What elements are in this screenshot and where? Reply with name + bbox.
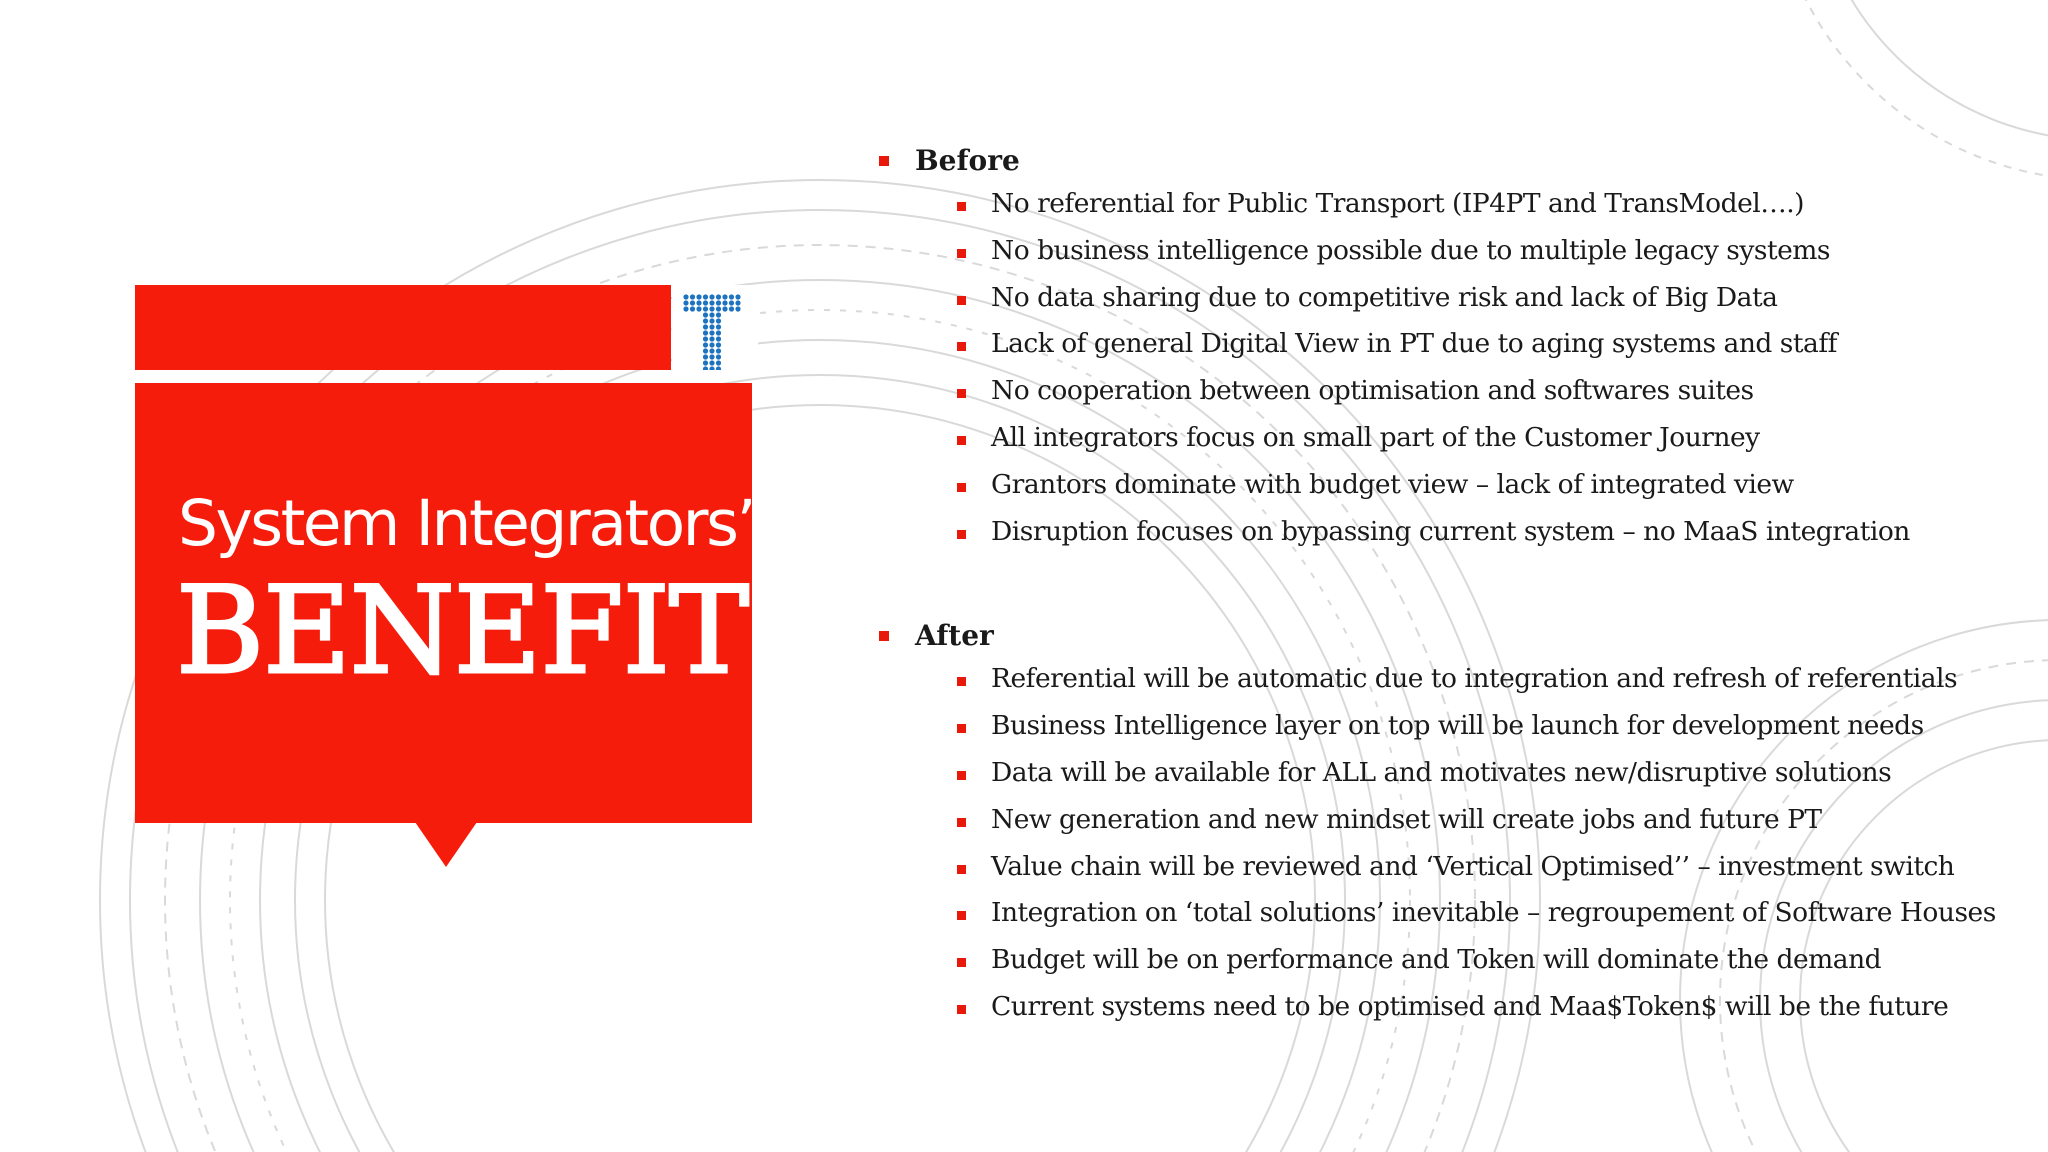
title-line-2: BENEFIT — [176, 562, 749, 701]
bullet-icon — [957, 249, 966, 258]
list-item: Budget will be on performance and Token will dominate the demand — [877, 944, 2027, 991]
list-item: No business intelligence possible due to multiple legacy systems — [877, 235, 2027, 282]
bullet-icon — [957, 389, 966, 398]
bullet-icon — [879, 156, 889, 166]
after-list — [877, 663, 2027, 1037]
list-item: Data will be available for ALL and motivates new/disruptive solutions — [877, 757, 2027, 804]
bullet-icon — [957, 724, 966, 733]
before-heading — [877, 140, 2027, 188]
bullet-icon — [957, 771, 966, 780]
list-item: Grantors dominate with budget view – lack of integrated view — [877, 469, 2027, 516]
bullet-icon — [957, 818, 966, 827]
list-item: No referential for Public Transport (IP4PT and TransModel….) — [877, 188, 2027, 235]
logo — [672, 285, 758, 370]
bullet-icon — [957, 436, 966, 445]
list-item: No data sharing due to competitive risk and lack of Big Data — [877, 282, 2027, 329]
bullet-icon — [957, 677, 966, 686]
list-item: No cooperation between optimisation and softwares suites — [877, 375, 2027, 422]
bullet-icon — [957, 483, 966, 492]
list-item: Current systems need to be optimised and Maa$Token$ will be the future — [877, 991, 2027, 1038]
before-list — [877, 188, 2027, 562]
bullet-icon — [957, 202, 966, 211]
bullet-icon — [957, 911, 966, 920]
list-item: Integration on ‘total solutions’ inevitable – regroupement of Software Houses — [877, 897, 2027, 944]
list-item: Business Intelligence layer on top will be launch for development needs — [877, 710, 2027, 757]
after-heading-label: After — [915, 619, 994, 653]
list-item: Referential will be automatic due to integration and refresh of referentials — [877, 663, 2027, 710]
list-item: Disruption focuses on bypassing current system – no MaaS integration — [877, 516, 2027, 563]
bullet-icon — [957, 342, 966, 351]
list-item: Lack of general Digital View in PT due to aging systems and staff — [877, 328, 2027, 375]
before-heading-label: Before — [915, 144, 1020, 177]
content-area — [877, 140, 2027, 1038]
bullet-icon — [957, 530, 966, 539]
header-bar — [135, 285, 671, 370]
callout-tail — [415, 822, 477, 867]
list-item: Value chain will be reviewed and ‘Vertical Optimised’’ – investment switch — [877, 851, 2027, 898]
bullet-icon — [957, 958, 966, 967]
after-heading — [877, 615, 2027, 663]
list-item: All integrators focus on small part of the Customer Journey — [877, 422, 2027, 469]
bullet-icon — [957, 296, 966, 305]
bullet-icon — [879, 631, 889, 641]
title-line-1: System Integrators’ — [178, 487, 754, 560]
bullet-icon — [957, 1005, 966, 1014]
bullet-icon — [957, 865, 966, 874]
list-item: New generation and new mindset will create jobs and future PT — [877, 804, 2027, 851]
t-logo-icon — [672, 285, 758, 370]
